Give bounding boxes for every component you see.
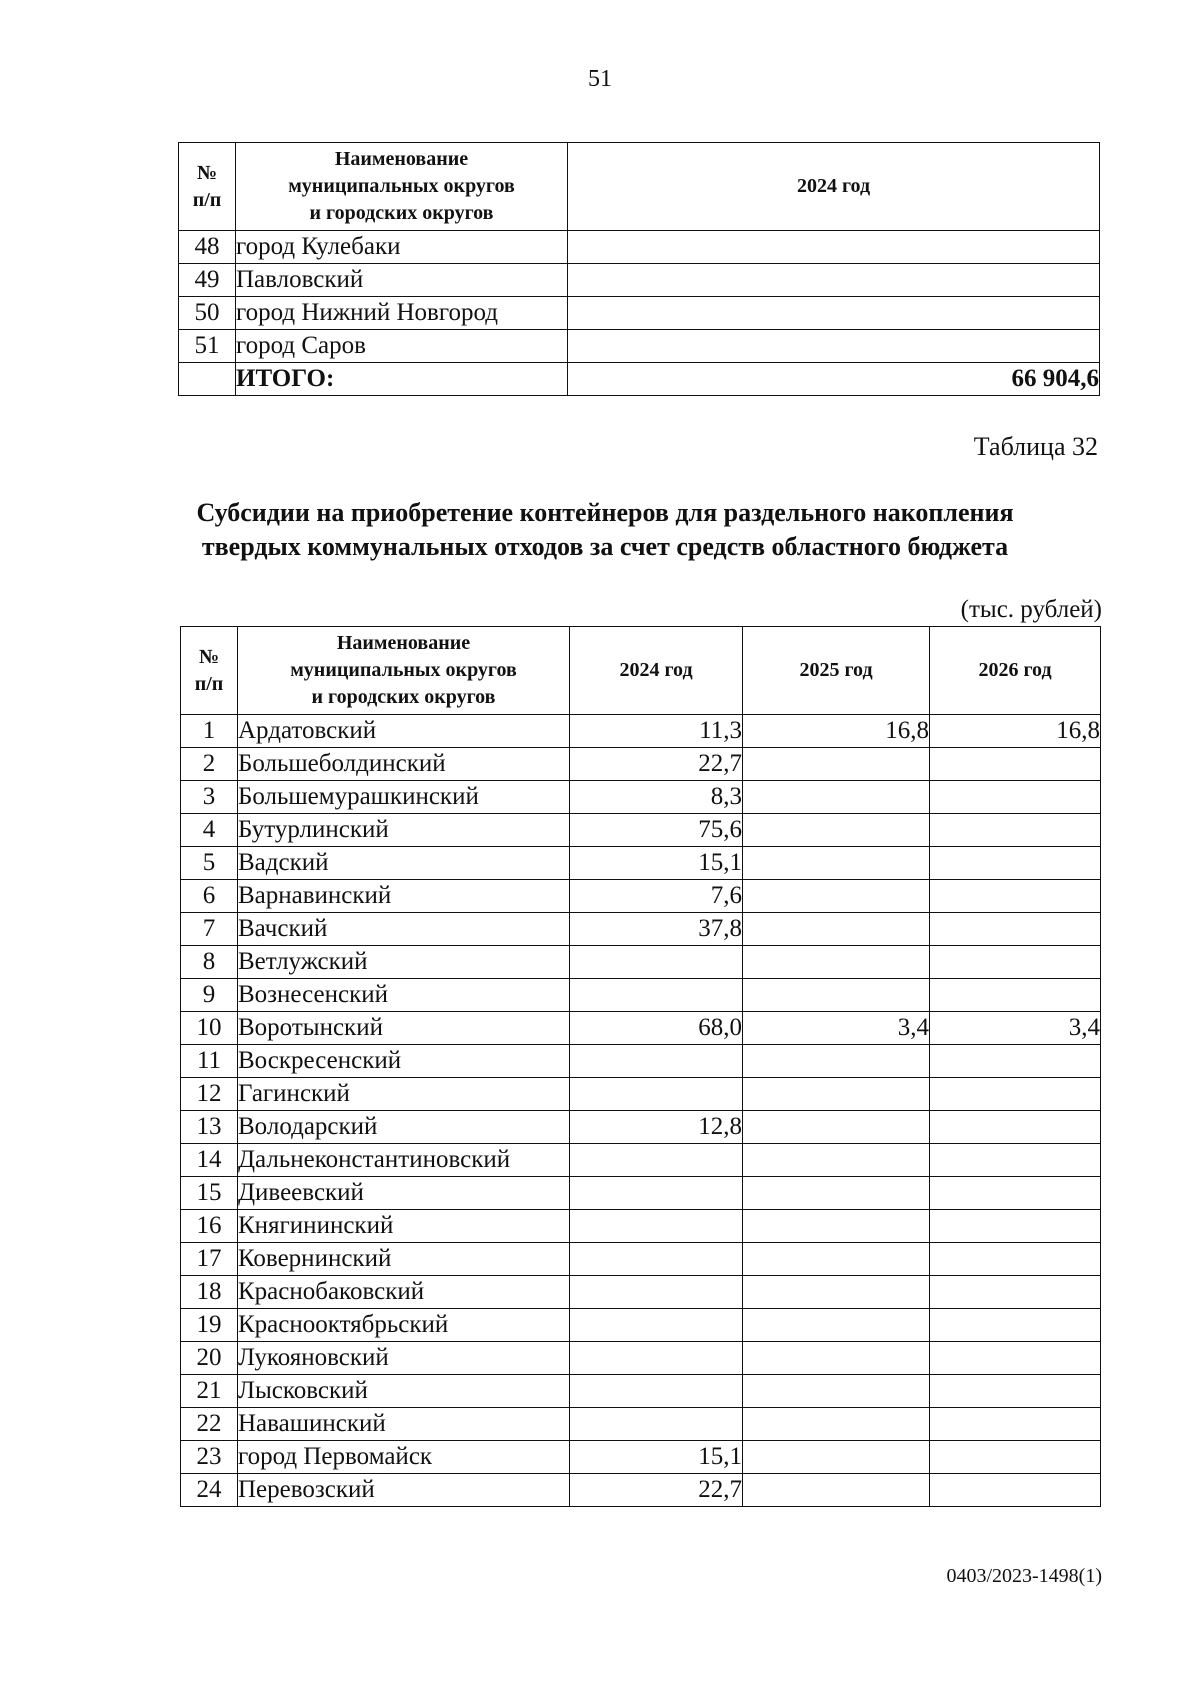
value-2025 bbox=[743, 913, 930, 946]
table-row bbox=[181, 748, 1101, 781]
header-num: № п/п bbox=[179, 143, 236, 231]
value-2024 bbox=[570, 946, 743, 979]
total-num bbox=[179, 363, 236, 396]
table-row bbox=[181, 913, 1101, 946]
municipality-name: Лукояновский bbox=[238, 1342, 570, 1375]
value-2026 bbox=[930, 1045, 1101, 1078]
row-number: 50 bbox=[179, 297, 236, 330]
value-2026 bbox=[930, 781, 1101, 814]
value-2026 bbox=[930, 946, 1101, 979]
value-2024: 22,7 bbox=[570, 748, 743, 781]
municipality-name: город Первомайск bbox=[238, 1441, 570, 1474]
value-2026 bbox=[930, 1276, 1101, 1309]
row-number: 48 bbox=[179, 231, 236, 264]
value-2024 bbox=[570, 1078, 743, 1111]
value-2025 bbox=[743, 1210, 930, 1243]
header-num: № п/п bbox=[181, 627, 238, 715]
municipality-name: Дивеевский bbox=[238, 1177, 570, 1210]
value-2024 bbox=[570, 1408, 743, 1441]
row-number: 12 bbox=[181, 1078, 238, 1111]
value-2026 bbox=[930, 1408, 1101, 1441]
value-2025 bbox=[743, 781, 930, 814]
row-number: 17 bbox=[181, 1243, 238, 1276]
municipality-name: Воротынский bbox=[238, 1012, 570, 1045]
table-row bbox=[181, 1408, 1101, 1441]
header-2024: 2024 год bbox=[568, 143, 1100, 231]
value-2024 bbox=[570, 1210, 743, 1243]
municipality-name: Ардатовский bbox=[238, 715, 570, 748]
row-number: 9 bbox=[181, 979, 238, 1012]
municipality-name: город Кулебаки bbox=[236, 231, 568, 264]
row-number: 3 bbox=[181, 781, 238, 814]
value-2025 bbox=[743, 979, 930, 1012]
value-2024: 8,3 bbox=[570, 781, 743, 814]
municipality-name: Ветлужский bbox=[238, 946, 570, 979]
municipality-name: Краснобаковский bbox=[238, 1276, 570, 1309]
value-2024: 15,1 bbox=[570, 847, 743, 880]
value-2024 bbox=[568, 297, 1100, 330]
row-number: 13 bbox=[181, 1111, 238, 1144]
table-row bbox=[181, 1342, 1101, 1375]
value-2024 bbox=[570, 1375, 743, 1408]
row-number: 16 bbox=[181, 1210, 238, 1243]
row-number: 5 bbox=[181, 847, 238, 880]
municipality-name: Вознесенский bbox=[238, 979, 570, 1012]
value-2025 bbox=[743, 1474, 930, 1507]
page-number: 51 bbox=[588, 66, 612, 92]
row-number: 11 bbox=[181, 1045, 238, 1078]
value-2026 bbox=[930, 1078, 1101, 1111]
row-number: 15 bbox=[181, 1177, 238, 1210]
value-2026 bbox=[930, 913, 1101, 946]
value-2024: 68,0 bbox=[570, 1012, 743, 1045]
value-2025 bbox=[743, 1045, 930, 1078]
value-2024 bbox=[570, 979, 743, 1012]
row-number: 20 bbox=[181, 1342, 238, 1375]
value-2024 bbox=[570, 1045, 743, 1078]
municipality-name: город Саров bbox=[236, 330, 568, 363]
value-2024 bbox=[570, 1144, 743, 1177]
value-2026: 3,4 bbox=[930, 1012, 1101, 1045]
value-2025 bbox=[743, 1144, 930, 1177]
table-row bbox=[181, 1210, 1101, 1243]
row-number: 4 bbox=[181, 814, 238, 847]
table-row bbox=[181, 1309, 1101, 1342]
subsidies-table bbox=[180, 626, 1101, 1507]
value-2025 bbox=[743, 847, 930, 880]
table-row bbox=[179, 297, 1100, 330]
municipality-name: Вачский bbox=[238, 913, 570, 946]
municipality-name: Володарский bbox=[238, 1111, 570, 1144]
municipality-name: Большеболдинский bbox=[238, 748, 570, 781]
row-number: 8 bbox=[181, 946, 238, 979]
value-2026 bbox=[930, 1144, 1101, 1177]
value-2025: 3,4 bbox=[743, 1012, 930, 1045]
row-number: 23 bbox=[181, 1441, 238, 1474]
value-2025 bbox=[743, 814, 930, 847]
value-2026 bbox=[930, 814, 1101, 847]
table-row bbox=[181, 1045, 1101, 1078]
row-number: 10 bbox=[181, 1012, 238, 1045]
municipality-name: Дальнеконстантиновский bbox=[238, 1144, 570, 1177]
value-2024 bbox=[568, 264, 1100, 297]
municipality-name: Вадский bbox=[238, 847, 570, 880]
value-2026 bbox=[930, 847, 1101, 880]
table-row bbox=[181, 1078, 1101, 1111]
value-2025 bbox=[743, 1177, 930, 1210]
header-name: Наименование муниципальных округов и городских округов bbox=[236, 143, 568, 231]
municipality-name: Перевозский bbox=[238, 1474, 570, 1507]
municipality-name: Павловский bbox=[236, 264, 568, 297]
municipality-name: город Нижний Новгород bbox=[236, 297, 568, 330]
table-row bbox=[181, 847, 1101, 880]
table-row bbox=[181, 1474, 1101, 1507]
municipality-name: Навашинский bbox=[238, 1408, 570, 1441]
units-label: (тыс. рублей) bbox=[960, 596, 1102, 623]
value-2026: 16,8 bbox=[930, 715, 1101, 748]
value-2026 bbox=[930, 1375, 1101, 1408]
value-2024 bbox=[570, 1177, 743, 1210]
row-number: 14 bbox=[181, 1144, 238, 1177]
table-caption: Таблица 32 bbox=[973, 432, 1098, 461]
total-label: ИТОГО: bbox=[236, 363, 568, 396]
header-name: Наименование муниципальных округов и городских округов bbox=[238, 627, 570, 715]
value-2024: 15,1 bbox=[570, 1441, 743, 1474]
total-value: 66 904,6 bbox=[568, 363, 1100, 396]
value-2026 bbox=[930, 979, 1101, 1012]
value-2025 bbox=[743, 946, 930, 979]
table-row bbox=[179, 231, 1100, 264]
value-2025 bbox=[743, 1111, 930, 1144]
row-number: 22 bbox=[181, 1408, 238, 1441]
value-2026 bbox=[930, 748, 1101, 781]
table-row bbox=[181, 1276, 1101, 1309]
value-2025 bbox=[743, 1309, 930, 1342]
value-2025 bbox=[743, 1408, 930, 1441]
value-2024: 11,3 bbox=[570, 715, 743, 748]
municipality-name: Лысковский bbox=[238, 1375, 570, 1408]
value-2026 bbox=[930, 1441, 1101, 1474]
table-row bbox=[181, 1441, 1101, 1474]
municipality-name: Ковернинский bbox=[238, 1243, 570, 1276]
table-row bbox=[181, 1177, 1101, 1210]
value-2026 bbox=[930, 1210, 1101, 1243]
value-2024: 37,8 bbox=[570, 913, 743, 946]
value-2026 bbox=[930, 1342, 1101, 1375]
row-number: 49 bbox=[179, 264, 236, 297]
municipality-name: Краснооктябрьский bbox=[238, 1309, 570, 1342]
header-2025: 2025 год bbox=[743, 627, 930, 715]
value-2024 bbox=[568, 330, 1100, 363]
total-row bbox=[179, 363, 1100, 396]
municipality-name: Варнавинский bbox=[238, 880, 570, 913]
table-row bbox=[181, 946, 1101, 979]
value-2024 bbox=[570, 1276, 743, 1309]
table-row bbox=[181, 1243, 1101, 1276]
table-row bbox=[181, 814, 1101, 847]
value-2024 bbox=[570, 1243, 743, 1276]
row-number: 6 bbox=[181, 880, 238, 913]
table-row bbox=[181, 781, 1101, 814]
value-2026 bbox=[930, 1177, 1101, 1210]
row-number: 21 bbox=[181, 1375, 238, 1408]
value-2025 bbox=[743, 1243, 930, 1276]
value-2025 bbox=[743, 1441, 930, 1474]
value-2024: 22,7 bbox=[570, 1474, 743, 1507]
value-2024: 7,6 bbox=[570, 880, 743, 913]
table-row bbox=[181, 1012, 1101, 1045]
row-number: 18 bbox=[181, 1276, 238, 1309]
value-2025: 16,8 bbox=[743, 715, 930, 748]
value-2024: 75,6 bbox=[570, 814, 743, 847]
value-2024 bbox=[570, 1309, 743, 1342]
table-continuation bbox=[178, 142, 1100, 396]
value-2024 bbox=[570, 1342, 743, 1375]
table-row bbox=[181, 979, 1101, 1012]
value-2025 bbox=[743, 1375, 930, 1408]
header-2026: 2026 год bbox=[930, 627, 1101, 715]
header-2024: 2024 год bbox=[570, 627, 743, 715]
row-number: 2 bbox=[181, 748, 238, 781]
value-2025 bbox=[743, 748, 930, 781]
table-row bbox=[181, 715, 1101, 748]
table-row bbox=[181, 880, 1101, 913]
municipality-name: Воскресенский bbox=[238, 1045, 570, 1078]
value-2026 bbox=[930, 1309, 1101, 1342]
value-2026 bbox=[930, 880, 1101, 913]
row-number: 1 bbox=[181, 715, 238, 748]
value-2024 bbox=[568, 231, 1100, 264]
municipality-name: Гагинский bbox=[238, 1078, 570, 1111]
value-2025 bbox=[743, 1276, 930, 1309]
value-2025 bbox=[743, 1342, 930, 1375]
row-number: 51 bbox=[179, 330, 236, 363]
municipality-name: Бутурлинский bbox=[238, 814, 570, 847]
table-row bbox=[179, 330, 1100, 363]
municipality-name: Большемурашкинский bbox=[238, 781, 570, 814]
row-number: 24 bbox=[181, 1474, 238, 1507]
table-row bbox=[181, 1144, 1101, 1177]
value-2026 bbox=[930, 1243, 1101, 1276]
table-row bbox=[181, 1111, 1101, 1144]
value-2026 bbox=[930, 1474, 1101, 1507]
municipality-name: Княгининский bbox=[238, 1210, 570, 1243]
value-2025 bbox=[743, 880, 930, 913]
value-2024: 12,8 bbox=[570, 1111, 743, 1144]
table-row bbox=[181, 1375, 1101, 1408]
row-number: 7 bbox=[181, 913, 238, 946]
value-2026 bbox=[930, 1111, 1101, 1144]
table-title: Субсидии на приобретение контейнеров для раздельного накопления твердых коммунальных отходов за счет средств областного бюджета bbox=[196, 498, 1014, 561]
table-row bbox=[179, 264, 1100, 297]
row-number: 19 bbox=[181, 1309, 238, 1342]
document-code: 0403/2023-1498(1) bbox=[946, 1565, 1102, 1587]
value-2025 bbox=[743, 1078, 930, 1111]
